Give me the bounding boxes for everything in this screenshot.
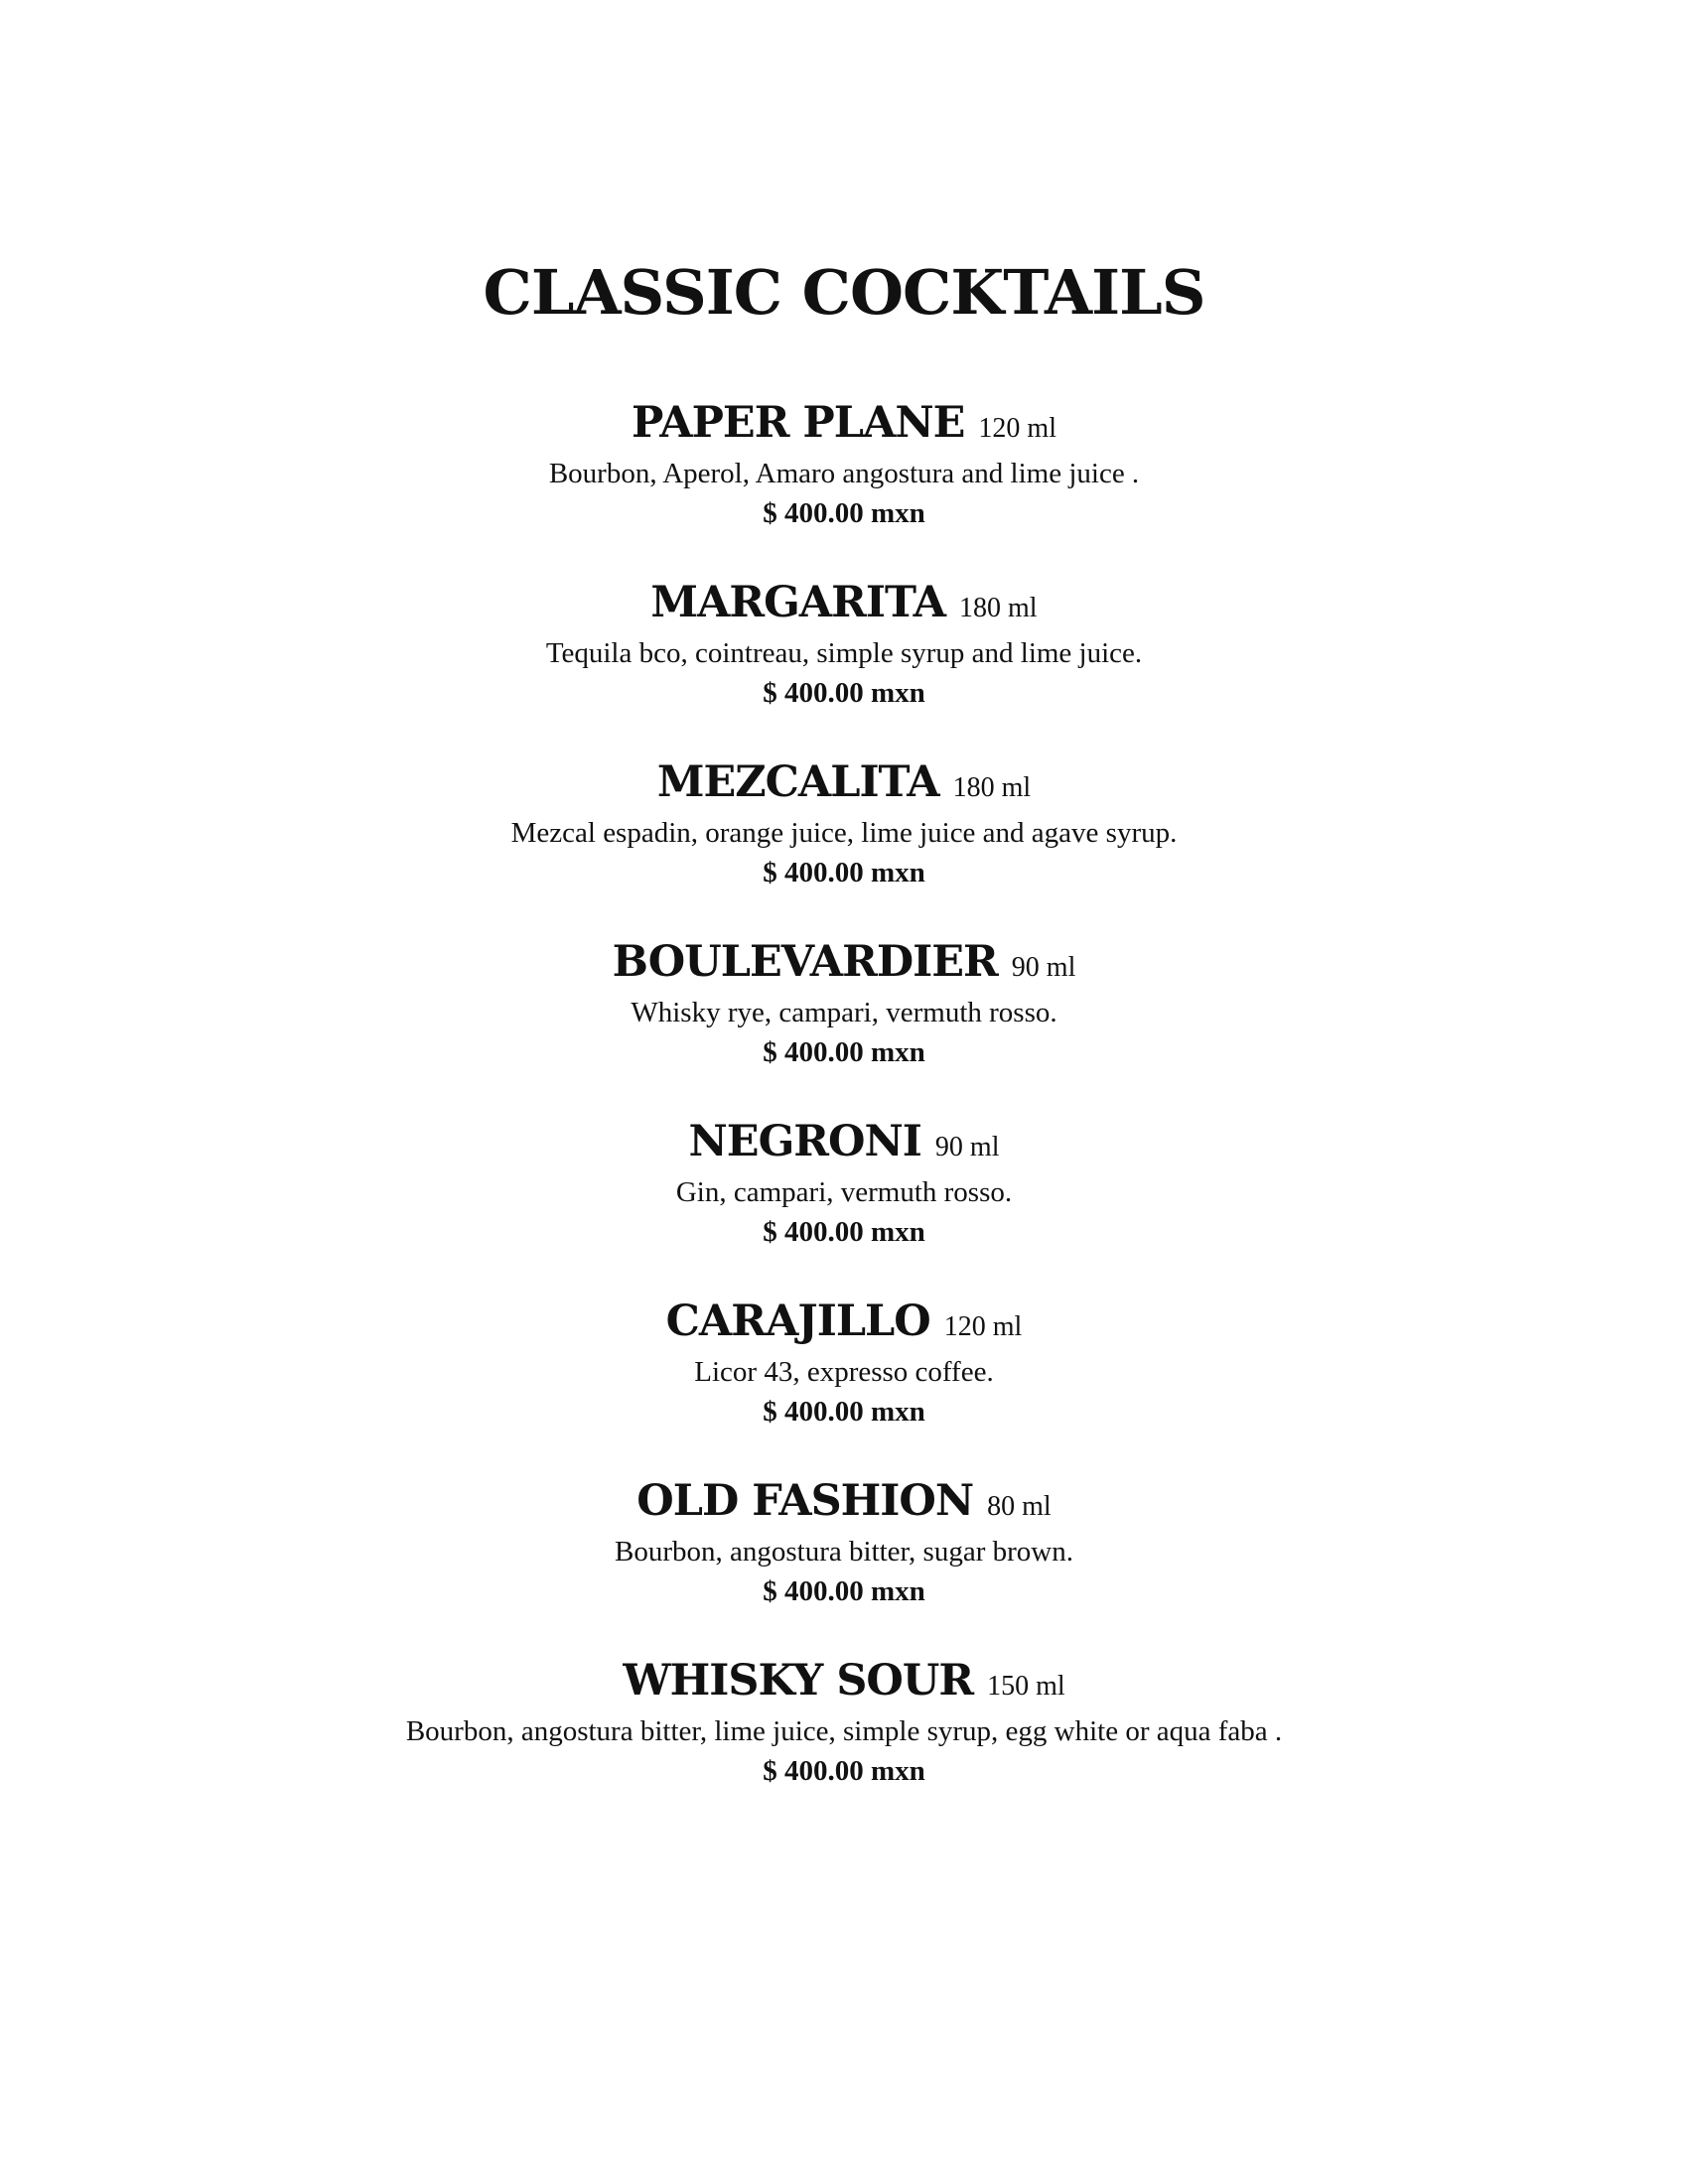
item-name: NEGRONI [688, 1117, 921, 1166]
item-heading [0, 572, 1688, 633]
item-description: Whisky rye, campari, vermuth rosso. [631, 997, 1057, 1028]
item-volume: 120 ml [978, 413, 1056, 444]
item-price: $ 400.00 mxn [763, 497, 925, 529]
item-heading [0, 931, 1688, 993]
item-description: Gin, campari, vermuth rosso. [675, 1176, 1013, 1208]
item-heading [0, 1111, 1688, 1172]
menu-item-margarita [0, 572, 1688, 751]
menu-title: CLASSIC COCKTAILS [483, 256, 1205, 329]
item-price: $ 400.00 mxn [763, 1216, 925, 1248]
item-name: BOULEVARDIER [612, 937, 998, 987]
item-heading [0, 1291, 1688, 1352]
item-heading [0, 1650, 1688, 1711]
item-name: MARGARITA [650, 578, 946, 627]
item-description: Bourbon, Aperol, Amaro angostura and lime juice . [548, 458, 1140, 489]
item-volume: 120 ml [943, 1311, 1023, 1342]
item-description: Tequila bco, cointreau, simple syrup and lime juice. [545, 637, 1143, 669]
item-name: WHISKY SOUR [623, 1656, 974, 1706]
item-description: Bourbon, angostura bitter, lime juice, simple syrup, egg white or aqua faba . [405, 1715, 1283, 1747]
item-name: CARAJILLO [665, 1297, 930, 1346]
item-volume: 90 ml [1011, 952, 1076, 983]
menu-item-old-fashion [0, 1470, 1688, 1650]
item-volume: 180 ml [952, 772, 1032, 803]
item-price: $ 400.00 mxn [763, 1036, 925, 1068]
cocktail-list [0, 392, 1688, 1830]
item-volume: 180 ml [959, 593, 1038, 623]
menu-item-mezcalita [0, 751, 1688, 931]
item-description: Bourbon, angostura bitter, sugar brown. [615, 1536, 1073, 1568]
item-heading [0, 751, 1688, 813]
item-volume: 150 ml [987, 1671, 1065, 1702]
menu-item-negroni [0, 1111, 1688, 1291]
item-description: Mezcal espadin, orange juice, lime juice and agave syrup. [510, 817, 1178, 849]
item-name: OLD FASHION [636, 1476, 974, 1526]
item-price: $ 400.00 mxn [763, 1755, 925, 1787]
item-volume: 80 ml [987, 1491, 1052, 1522]
menu-item-paper-plane [0, 392, 1688, 572]
item-price: $ 400.00 mxn [763, 677, 925, 709]
menu-item-carajillo [0, 1291, 1688, 1470]
item-description: Licor 43, expresso coffee. [694, 1356, 994, 1388]
item-price: $ 400.00 mxn [763, 857, 925, 888]
item-price: $ 400.00 mxn [763, 1396, 925, 1428]
menu-item-boulevardier [0, 931, 1688, 1111]
menu-item-whisky-sour [0, 1650, 1688, 1830]
item-heading [0, 392, 1688, 454]
item-volume: 90 ml [934, 1132, 1000, 1162]
item-name: PAPER PLANE [632, 398, 965, 448]
item-name: MEZCALITA [656, 757, 939, 807]
item-heading [0, 1470, 1688, 1532]
item-price: $ 400.00 mxn [763, 1575, 925, 1607]
